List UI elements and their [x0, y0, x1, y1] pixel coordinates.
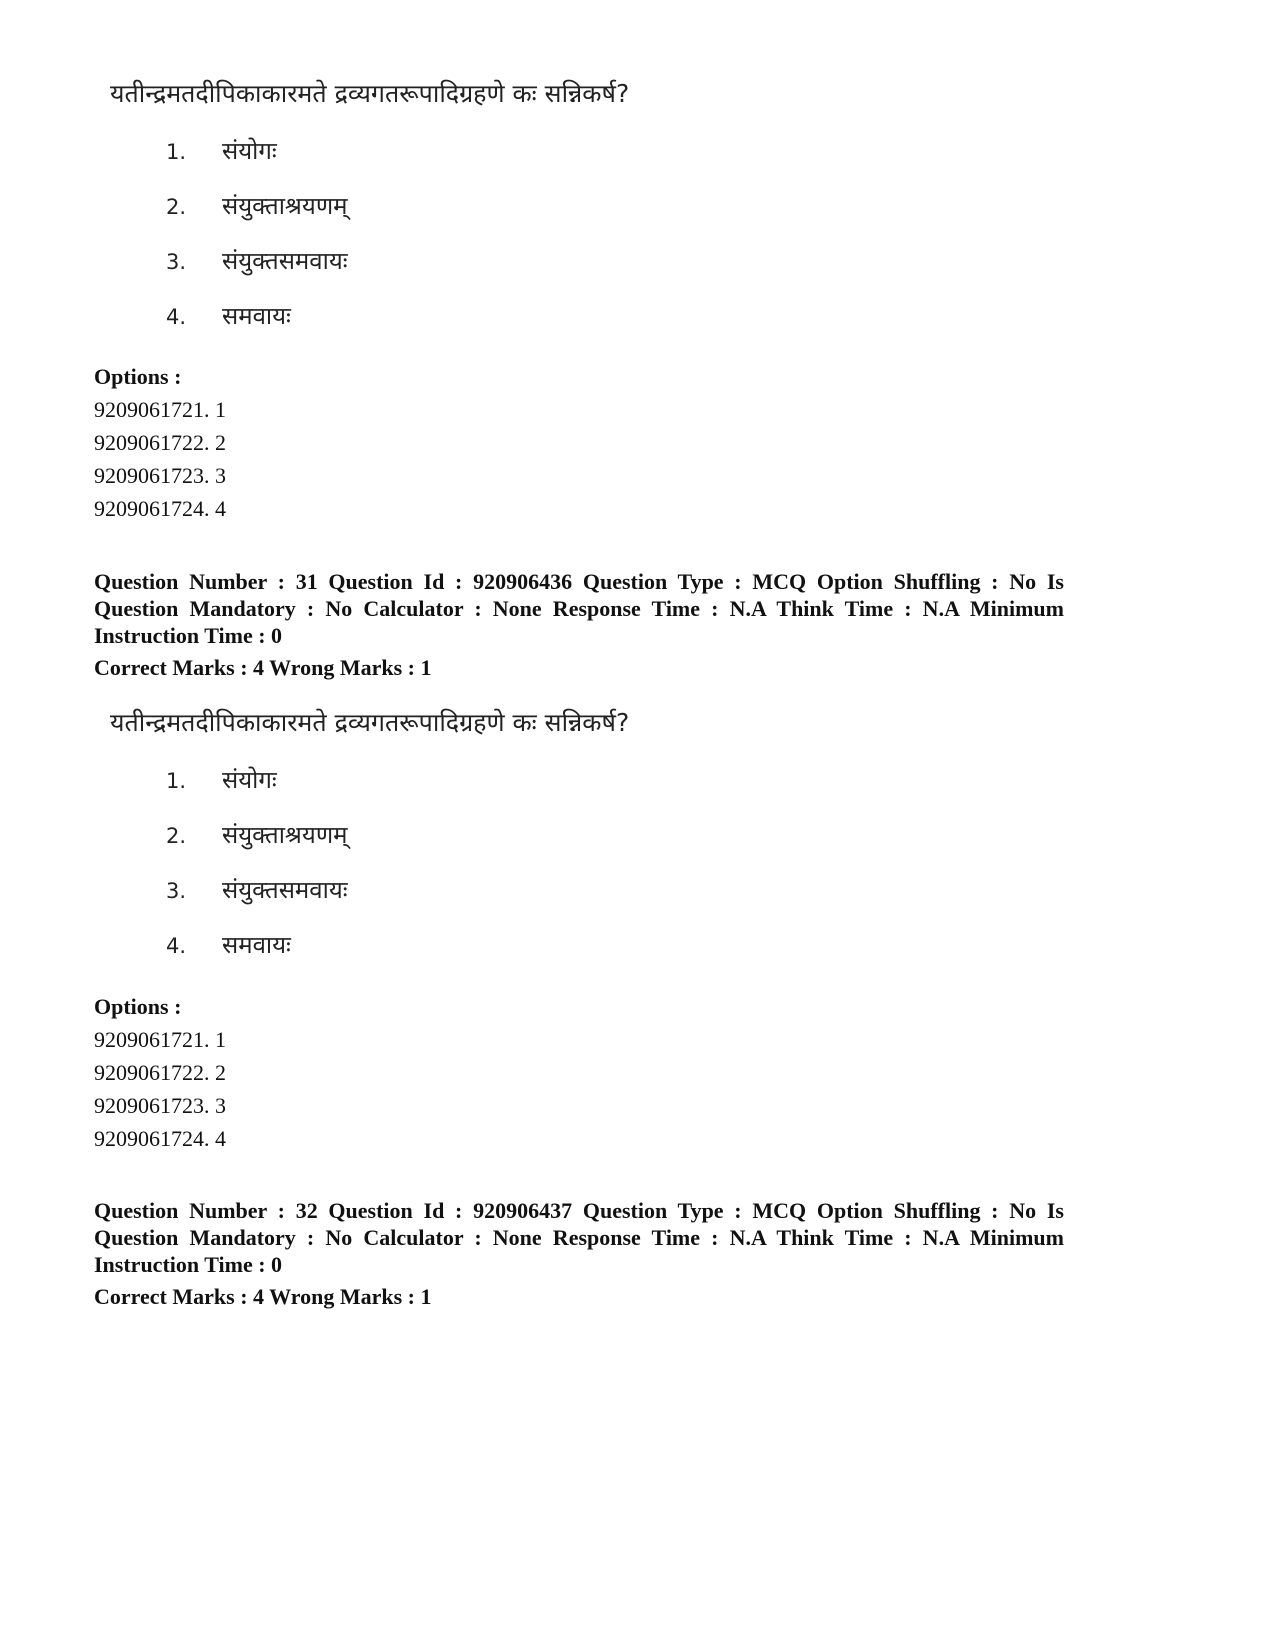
- options-list-2: [94, 991, 226, 1155]
- question-image-1: [110, 77, 810, 330]
- choice-number: 2.: [166, 195, 187, 219]
- option-row: 9209061722. 2: [94, 430, 226, 455]
- choice-number: 4.: [166, 934, 187, 958]
- options-heading: Options :: [94, 364, 182, 389]
- question-stem: यतीन्द्रमतदीपिकाकारमते द्रव्यगतरूपादिग्रहणे कः सन्निकर्ष?: [110, 79, 630, 108]
- option-row: 9209061722. 2: [94, 1060, 226, 1085]
- choice-item: [166, 763, 277, 797]
- choice-text: संयुक्तसमवायः: [222, 876, 348, 904]
- options-list-1: [94, 361, 226, 525]
- choice-item: [166, 189, 348, 223]
- choice-item: [166, 299, 291, 333]
- choice-text: समवायः: [222, 931, 291, 959]
- choice-number: 3.: [166, 879, 187, 903]
- choice-number: 3.: [166, 250, 187, 274]
- option-row: 9209061723. 3: [94, 463, 226, 488]
- question-meta-31: [94, 568, 1064, 684]
- question-image-2: [110, 706, 810, 959]
- choice-text: संयोगः: [222, 137, 277, 165]
- choice-item: [166, 244, 348, 278]
- marks-info: Correct Marks : 4 Wrong Marks : 1: [94, 655, 432, 680]
- option-row: 9209061723. 3: [94, 1093, 226, 1118]
- option-row: 9209061724. 4: [94, 1126, 226, 1151]
- options-heading: Options :: [94, 994, 182, 1019]
- choice-text: संयुक्तसमवायः: [222, 247, 348, 275]
- question-meta-32: [94, 1197, 1064, 1313]
- choice-text: संयोगः: [222, 766, 277, 794]
- marks-info: Correct Marks : 4 Wrong Marks : 1: [94, 1284, 432, 1309]
- choice-item: [166, 873, 348, 907]
- choice-item: [166, 928, 291, 962]
- question-info: Question Number : 31 Question Id : 920906436 Question Type : MCQ Option Shuffling : No Is Question Mandatory : No Calculator : None Response Time : N.A Think Time : N.A Minimum Instruction Time : 0: [94, 569, 1064, 648]
- question-info: Question Number : 32 Question Id : 920906437 Question Type : MCQ Option Shuffling : No Is Question Mandatory : No Calculator : None Response Time : N.A Think Time : N.A Minimum Instruction Time : 0: [94, 1198, 1064, 1277]
- option-row: 9209061724. 4: [94, 496, 226, 521]
- choice-item: [166, 134, 277, 168]
- option-row: 9209061721. 1: [94, 397, 226, 422]
- choice-number: 1.: [166, 769, 187, 793]
- option-row: 9209061721. 1: [94, 1027, 226, 1052]
- choice-item: [166, 818, 348, 852]
- choice-text: संयुक्ताश्रयणम्: [222, 192, 348, 220]
- choice-text: संयुक्ताश्रयणम्: [222, 821, 348, 849]
- choice-text: समवायः: [222, 302, 291, 330]
- choice-number: 4.: [166, 305, 187, 329]
- choice-number: 2.: [166, 824, 187, 848]
- choice-number: 1.: [166, 140, 187, 164]
- question-stem: यतीन्द्रमतदीपिकाकारमते द्रव्यगतरूपादिग्रहणे कः सन्निकर्ष?: [110, 708, 630, 737]
